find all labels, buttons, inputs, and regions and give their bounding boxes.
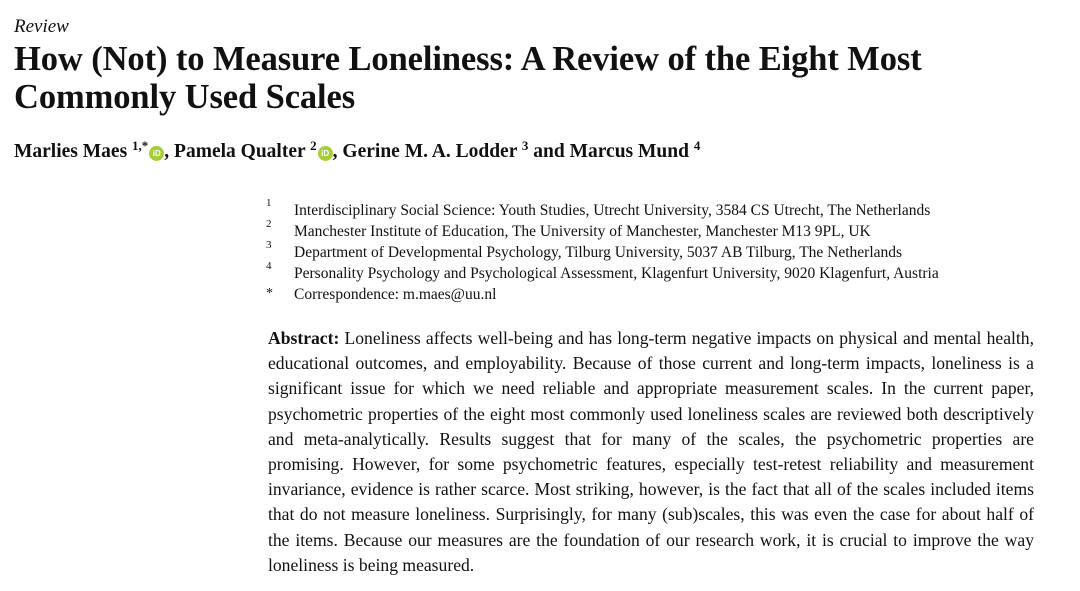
author-separator: , bbox=[164, 141, 175, 162]
affiliation-item bbox=[266, 241, 1056, 262]
paper-title: How (Not) to Measure Loneliness: A Review of the Eight Most Commonly Used Scales bbox=[14, 40, 922, 116]
orcid-icon[interactable]: iD bbox=[149, 146, 164, 161]
affiliation-text: Manchester Institute of Education, The University of Manchester, Manchester M13 9PL, UK bbox=[294, 223, 871, 240]
author-name: Gerine M. A. Lodder bbox=[342, 141, 518, 162]
affiliation-item bbox=[266, 262, 1056, 283]
affiliation-list bbox=[266, 199, 1056, 304]
abstract-label: Abstract: bbox=[268, 328, 340, 348]
author-affiliation-marker: 3 bbox=[521, 138, 529, 153]
affiliation-item bbox=[266, 199, 1056, 220]
correspondence-text: Correspondence: m.maes@uu.nl bbox=[294, 286, 497, 303]
affiliation-item bbox=[266, 220, 1056, 241]
author-name: Marlies Maes bbox=[14, 141, 128, 162]
affiliation-text: Interdisciplinary Social Science: Youth Studies, Utrecht University, 3584 CS Utrecht, The Netherlands bbox=[294, 202, 931, 219]
abstract-text: Loneliness affects well-being and has long-term negative impacts on physical and mental health, educational outcomes, and employability. Because of those current and long-term impacts, loneliness is a significant issue for which we need reliable and appropriate measurement scales. In the current paper, psychometric properties of the eight most commonly used loneliness scales are reviewed both descriptively and meta-analytically. Results suggest that for many of the scales, the psychometric properties are promising. However, for some psychometric features, especially test-retest reliability and measurement invariance, evidence is rather scarce. Most striking, however, is the fact that all of the scales included items that do not measure loneliness. Surprisingly, for many (sub)scales, this was even the case for about half of the items. Because our measures are the foundation of our research work, it is crucial to improve the way loneliness is being measured. bbox=[268, 328, 1034, 575]
affiliation-text: Personality Psychology and Psychological Assessment, Klagenfurt University, 9020 Klagenfurt, Austria bbox=[294, 265, 939, 282]
author-name: Pamela Qualter bbox=[174, 141, 306, 162]
affiliation-number: 3 bbox=[266, 239, 272, 251]
affiliation-number: 1 bbox=[266, 197, 272, 209]
affiliation-number: 2 bbox=[266, 218, 272, 230]
author-separator: and bbox=[528, 141, 570, 162]
author-list bbox=[14, 139, 700, 166]
affiliation-text: Department of Developmental Psychology, Tilburg University, 5037 AB Tilburg, The Netherlands bbox=[294, 244, 903, 261]
author-separator: , bbox=[332, 141, 343, 162]
author-name: Marcus Mund bbox=[569, 141, 689, 162]
article-type-label: Review bbox=[14, 16, 69, 37]
correspondence-item bbox=[266, 283, 1056, 304]
abstract bbox=[268, 326, 1034, 578]
author-affiliation-marker: 4 bbox=[693, 138, 701, 153]
orcid-icon[interactable]: iD bbox=[318, 146, 333, 161]
author-affiliation-marker: 1,* bbox=[132, 138, 149, 153]
correspondence-marker: * bbox=[266, 286, 273, 301]
author-affiliation-marker: 2 bbox=[310, 138, 317, 153]
affiliation-number: 4 bbox=[266, 260, 272, 272]
